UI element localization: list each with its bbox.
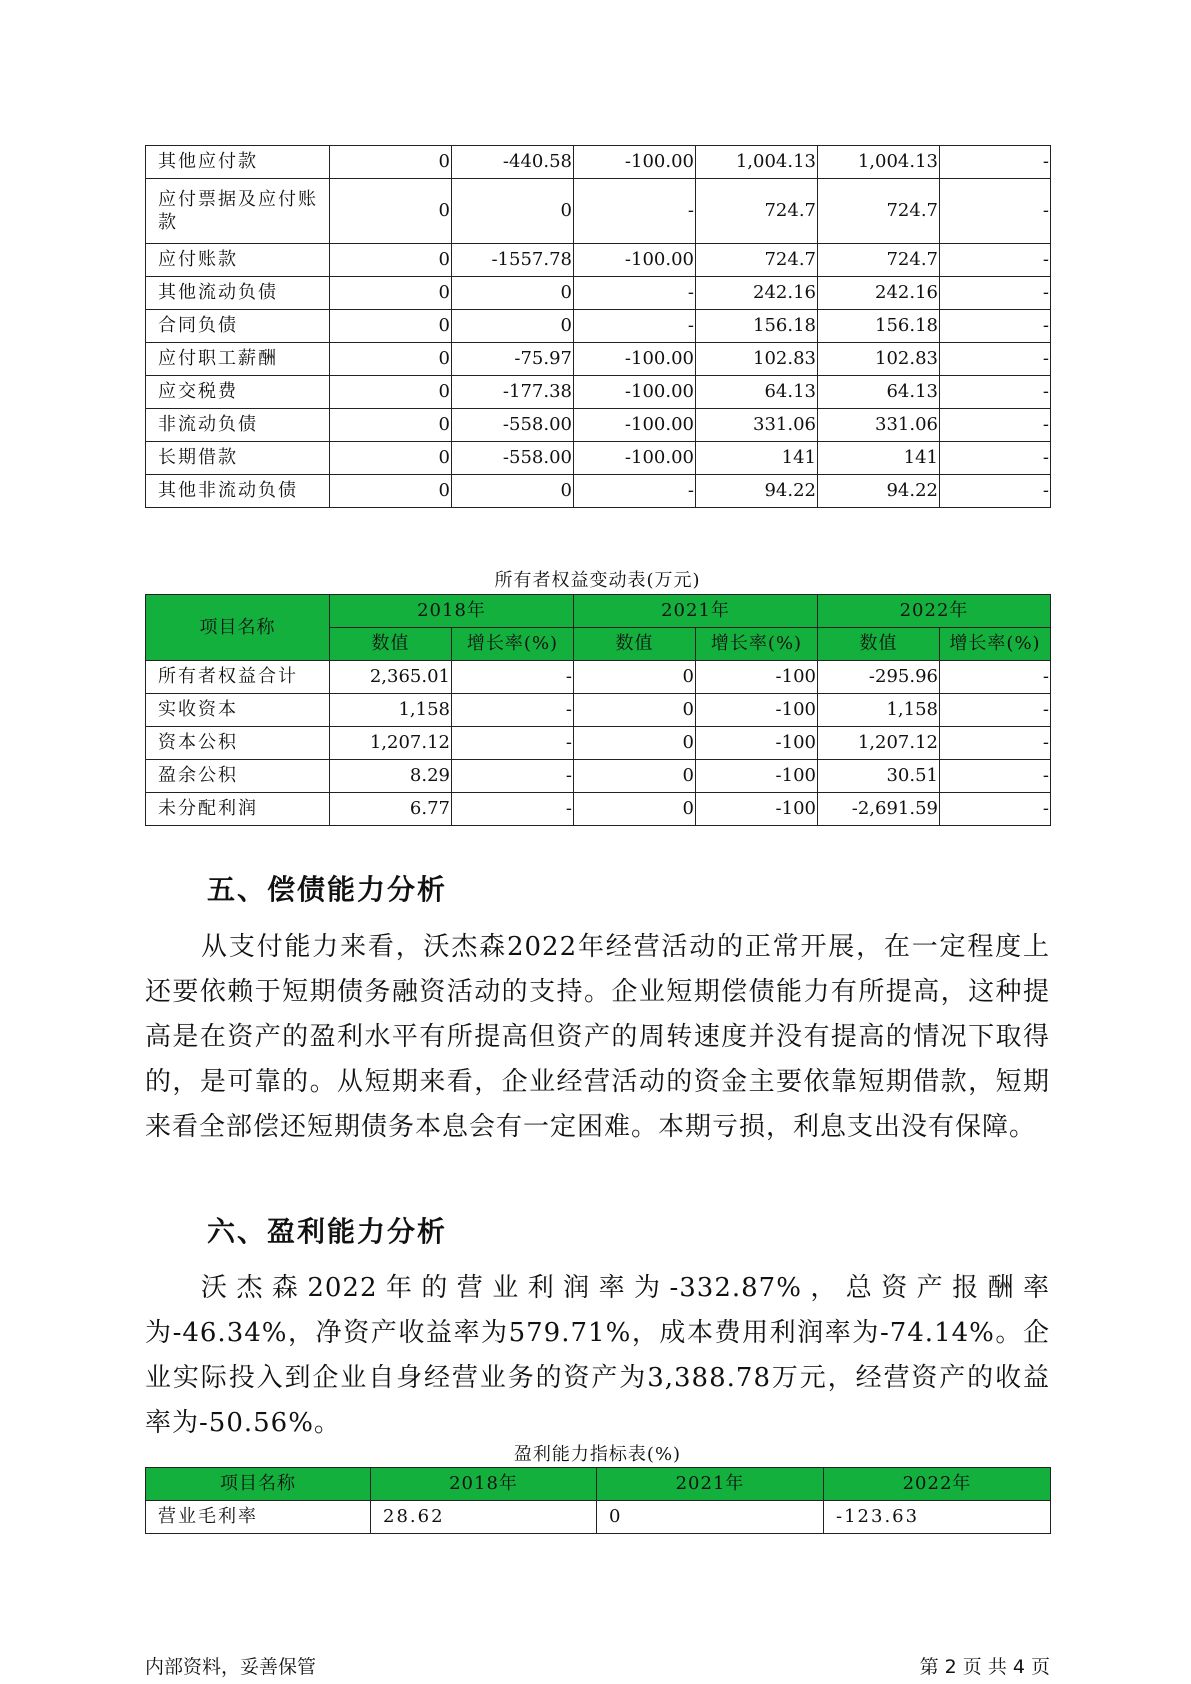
table-cell: 94.22 (696, 475, 818, 508)
row-label: 应交税费 (146, 376, 330, 409)
table-cell: 1,004.13 (696, 146, 818, 179)
table-cell: 1,207.12 (330, 727, 452, 760)
table-cell: 0 (574, 727, 696, 760)
table-cell: -123.63 (824, 1501, 1051, 1534)
table-cell: - (940, 179, 1051, 244)
table-cell: -1557.78 (452, 244, 574, 277)
equity-subheader-growth: 增长率(%) (940, 628, 1051, 661)
table-cell: -100 (696, 793, 818, 826)
table-cell: - (940, 442, 1051, 475)
liabilities-table (145, 145, 1051, 508)
table-cell: 1,158 (330, 694, 452, 727)
equity-table (145, 594, 1051, 826)
table-cell: -100 (696, 760, 818, 793)
row-label: 所有者权益合计 (146, 661, 330, 694)
section-heading-solvency: 五、偿债能力分析 (207, 873, 448, 906)
table-cell: - (452, 661, 574, 694)
table-row (146, 376, 1051, 409)
solvency-paragraph: 从支付能力来看，沃杰森2022年经营活动的正常开展，在一定程度上还要依赖于短期债务融资活动的支持。企业短期偿债能力有所提高，这种提高是在资产的盈利水平有所提高但资产的周转速度并没有提高的情况下取得的，是可靠的。从短期来看，企业经营活动的资金主要依靠短期借款，短期来看全部偿还短期债务本息会有一定困难。本期亏损，利息支出没有保障。 (145, 932, 1050, 1142)
table-cell: 724.7 (818, 244, 940, 277)
table-cell: 0 (597, 1501, 824, 1534)
table-cell: -100.00 (574, 244, 696, 277)
table-cell: 64.13 (818, 376, 940, 409)
table-cell: -100 (696, 727, 818, 760)
equity-table-caption: 所有者权益变动表(万元) (494, 570, 701, 591)
profit-table-caption: 盈利能力指标表(%) (513, 1444, 682, 1465)
table-cell: 724.7 (818, 179, 940, 244)
table-cell: 0 (574, 661, 696, 694)
profit-header-name: 项目名称 (146, 1468, 371, 1501)
table-row (146, 475, 1051, 508)
table-cell: -177.38 (452, 376, 574, 409)
table-cell: - (940, 727, 1051, 760)
table-cell: -100.00 (574, 343, 696, 376)
table-cell: -440.58 (452, 146, 574, 179)
section-heading-profitability: 六、盈利能力分析 (207, 1215, 448, 1248)
table-cell: - (940, 661, 1051, 694)
table-cell: 141 (696, 442, 818, 475)
table-cell: 0 (574, 694, 696, 727)
table-cell: - (452, 727, 574, 760)
row-label: 盈余公积 (146, 760, 330, 793)
table-cell: - (940, 475, 1051, 508)
table-cell: - (452, 760, 574, 793)
table-cell: -2,691.59 (818, 793, 940, 826)
table-cell: -100.00 (574, 442, 696, 475)
table-cell: -558.00 (452, 442, 574, 475)
profitability-paragraph: 沃杰森2022年的营业利润率为-332.87%，总资产报酬率为-46.34%，净资产收益率为579.71%，成本费用利润率为-74.14%。企业实际投入到企业自身经营业务的资产为3,388.78万元，经营资产的收益率为-50.56%。 (145, 1273, 1050, 1438)
table-cell: - (940, 310, 1051, 343)
table-cell: 1,207.12 (818, 727, 940, 760)
table-cell: 0 (330, 179, 452, 244)
row-label: 应付票据及应付账款 (146, 179, 330, 244)
table-cell: -100 (696, 661, 818, 694)
table-cell: - (940, 409, 1051, 442)
table-cell: 242.16 (818, 277, 940, 310)
table-cell: 6.77 (330, 793, 452, 826)
footer-confidential: 内部资料，妥善保管 (145, 1656, 317, 1678)
table-cell: - (574, 277, 696, 310)
profit-header-year: 2021年 (597, 1468, 824, 1501)
table-row (146, 442, 1051, 475)
row-label: 非流动负债 (146, 409, 330, 442)
row-label: 应付职工薪酬 (146, 343, 330, 376)
table-cell: - (574, 310, 696, 343)
table-cell: - (452, 793, 574, 826)
table-cell: 156.18 (696, 310, 818, 343)
table-cell: 94.22 (818, 475, 940, 508)
table-cell: -295.96 (818, 661, 940, 694)
table-cell: 331.06 (696, 409, 818, 442)
table-cell: -100.00 (574, 409, 696, 442)
table-cell: -100.00 (574, 376, 696, 409)
equity-subheader-value: 数值 (330, 628, 452, 661)
table-cell: 0 (330, 376, 452, 409)
table-cell: 141 (818, 442, 940, 475)
table-cell: 0 (452, 179, 574, 244)
table-cell: 0 (330, 475, 452, 508)
equity-subheader-value: 数值 (818, 628, 940, 661)
table-cell: 0 (452, 310, 574, 343)
table-row (146, 409, 1051, 442)
profit-header-year: 2022年 (824, 1468, 1051, 1501)
table-cell: 1,004.13 (818, 146, 940, 179)
row-label: 其他应付款 (146, 146, 330, 179)
table-cell: - (452, 694, 574, 727)
table-cell: -75.97 (452, 343, 574, 376)
table-cell: 102.83 (818, 343, 940, 376)
table-cell: 0 (574, 793, 696, 826)
table-cell: 28.62 (371, 1501, 597, 1534)
row-label: 应付账款 (146, 244, 330, 277)
table-cell: 1,158 (818, 694, 940, 727)
profit-header-year: 2018年 (371, 1468, 597, 1501)
table-row (146, 694, 1051, 727)
table-cell: 0 (330, 409, 452, 442)
table-cell: 2,365.01 (330, 661, 452, 694)
table-cell: -100 (696, 694, 818, 727)
table-cell: - (940, 277, 1051, 310)
table-cell: - (940, 244, 1051, 277)
table-cell: 0 (330, 244, 452, 277)
row-label: 实收资本 (146, 694, 330, 727)
equity-header-year: 2022年 (818, 595, 1051, 628)
row-label: 其他非流动负债 (146, 475, 330, 508)
table-cell: - (940, 760, 1051, 793)
table-cell: 331.06 (818, 409, 940, 442)
table-row (146, 661, 1051, 694)
table-cell: -100.00 (574, 146, 696, 179)
table-cell: - (940, 376, 1051, 409)
table-cell: 242.16 (696, 277, 818, 310)
table-row (146, 179, 1051, 244)
table-cell: 30.51 (818, 760, 940, 793)
profitability-table (145, 1467, 1051, 1534)
table-row (146, 146, 1051, 179)
table-cell: 64.13 (696, 376, 818, 409)
table-cell: 0 (452, 475, 574, 508)
table-row (146, 343, 1051, 376)
equity-header-name: 项目名称 (146, 595, 330, 661)
equity-header-year: 2018年 (330, 595, 574, 628)
row-label: 其他流动负债 (146, 277, 330, 310)
equity-subheader-growth: 增长率(%) (696, 628, 818, 661)
table-cell: - (574, 475, 696, 508)
table-cell: 0 (452, 277, 574, 310)
table-cell: 0 (574, 760, 696, 793)
table-cell: - (574, 179, 696, 244)
table-cell: 724.7 (696, 179, 818, 244)
footer-page-number: 第 2 页 共 4 页 (919, 1656, 1050, 1678)
table-row (146, 244, 1051, 277)
table-cell: 102.83 (696, 343, 818, 376)
table-cell: 0 (330, 442, 452, 475)
row-label: 资本公积 (146, 727, 330, 760)
row-label: 长期借款 (146, 442, 330, 475)
row-label: 营业毛利率 (146, 1501, 371, 1534)
table-cell: -558.00 (452, 409, 574, 442)
table-row (146, 793, 1051, 826)
table-cell: 724.7 (696, 244, 818, 277)
row-label: 合同负债 (146, 310, 330, 343)
table-cell: 0 (330, 146, 452, 179)
table-cell: - (940, 343, 1051, 376)
equity-subheader-growth: 增长率(%) (452, 628, 574, 661)
table-cell: 156.18 (818, 310, 940, 343)
row-label: 未分配利润 (146, 793, 330, 826)
table-row (146, 310, 1051, 343)
table-cell: - (940, 694, 1051, 727)
table-cell: - (940, 146, 1051, 179)
table-row (146, 277, 1051, 310)
table-row (146, 1501, 1051, 1534)
equity-header-year: 2021年 (574, 595, 818, 628)
table-cell: 0 (330, 310, 452, 343)
table-row (146, 727, 1051, 760)
table-cell: 0 (330, 277, 452, 310)
table-cell: - (940, 793, 1051, 826)
table-cell: 8.29 (330, 760, 452, 793)
equity-subheader-value: 数值 (574, 628, 696, 661)
table-cell: 0 (330, 343, 452, 376)
table-row (146, 760, 1051, 793)
